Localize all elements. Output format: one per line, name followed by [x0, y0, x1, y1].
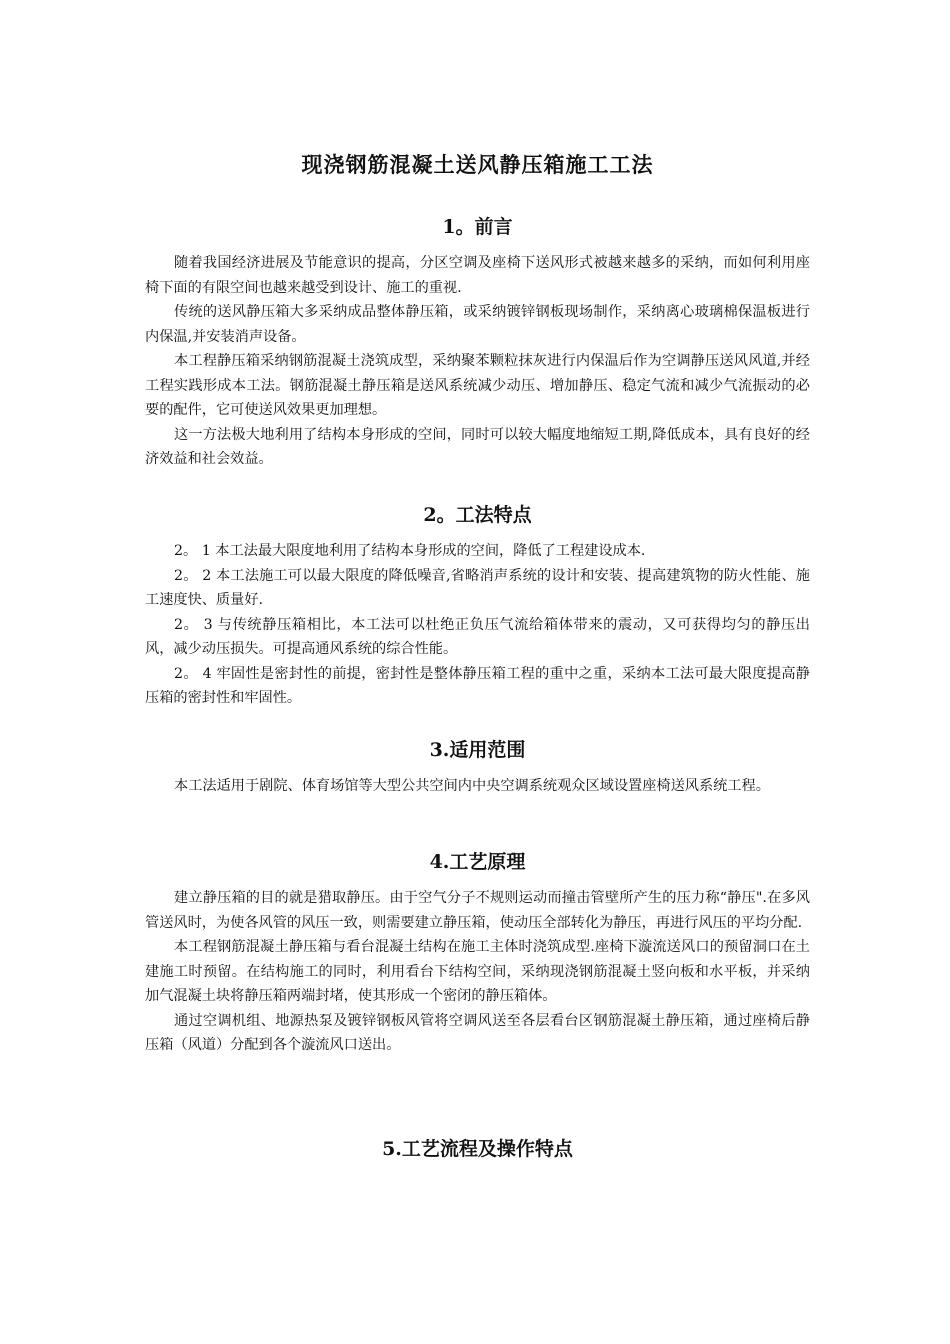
paragraph: 这一方法极大地利用了结构本身形成的空间，同时可以较大幅度地缩短工期,降低成本，具有良好的经济效益和社会效益。 [145, 426, 810, 467]
section-scope [145, 736, 810, 799]
paragraph: 通过空调机组、地源热泵及镀锌钢板风管将空调风送至各层看台区钢筋混凝土静压箱，通过座椅后静压箱（风道）分配到各个漩流风口送出。 [145, 1012, 810, 1053]
section-heading: 2。工法特点 [423, 504, 532, 526]
paragraph: 本工程静压箱采纳钢筋混凝土浇筑成型，采纳聚苯颗粒抹灰进行内保温后作为空调静压送风风道,并经工程实践形成本工法。钢筋混凝土静压箱是送风系统减少动压、增加静压、稳定气流和减少气流振动的必要的配件，它可使送风效果更加理想。 [145, 353, 810, 418]
section-heading: 4.工艺原理 [429, 851, 526, 873]
document-title: 现浇钢筋混凝土送风静压箱施工工法 [301, 152, 654, 177]
section-heading: 5.工艺流程及操作特点 [382, 1138, 573, 1160]
paragraph: 2。 3 与传统静压箱相比，本工法可以杜绝正负压气流给箱体带来的震动，又可获得均匀的静压出风，减少动压损失。可提高通风系统的综合性能。 [145, 616, 810, 657]
paragraph: 2。 4 牢固性是密封性的前提，密封性是整体静压箱工程的重中之重，采纳本工法可最大限度提高静压箱的密封性和牢固性。 [145, 665, 810, 706]
paragraph: 2。 1 本工法最大限度地利用了结构本身形成的空间，降低了工程建设成本. [174, 543, 646, 559]
section-heading: 1。前言 [442, 216, 513, 238]
paragraph: 随着我国经济进展及节能意识的提高，分区空调及座椅下送风形式被越来越多的采纳，而如何利用座椅下面的有限空间也越来越受到设计、施工的重视. [145, 255, 810, 296]
paragraph: 建立静压箱的目的就是猎取静压。由于空气分子不规则运动而撞击管壁所产生的压力称“静压".在多风管送风时，为使各风管的风压一致，则需要建立静压箱，使动压全部转化为静压，再进行风压的平均分配. [145, 890, 810, 931]
section-preface [145, 213, 810, 472]
paragraph: 2。 2 本工法施工可以最大限度的降低噪音,省略消声系统的设计和安装、提高建筑物的防火性能、施工速度快、质量好. [145, 567, 810, 608]
section-features [145, 501, 810, 711]
section-process [145, 1135, 810, 1173]
paragraph: 本工法适用于剧院、体育场馆等大型公共空间内中央空调系统观众区域设置座椅送风系统工程。 [174, 778, 770, 794]
section-heading: 3.适用范围 [429, 739, 526, 761]
section-principle [145, 848, 810, 1058]
paragraph: 传统的送风静压箱大多采纳成品整体静压箱，或采纳镀锌钢板现场制作，采纳离心玻璃棉保温板进行内保温,并安装消声设备。 [145, 304, 810, 345]
paragraph: 本工程钢筋混凝土静压箱与看台混凝土结构在施工主体时浇筑成型.座椅下漩流送风口的预留洞口在土建施工时预留。在结构施工的同时，利用看台下结构空间，采纳现浇钢筋混凝土竖向板和水平板，并采纳加气混凝土块将静压箱两端封堵，使其形成一个密闭的静压箱体。 [145, 939, 810, 1004]
